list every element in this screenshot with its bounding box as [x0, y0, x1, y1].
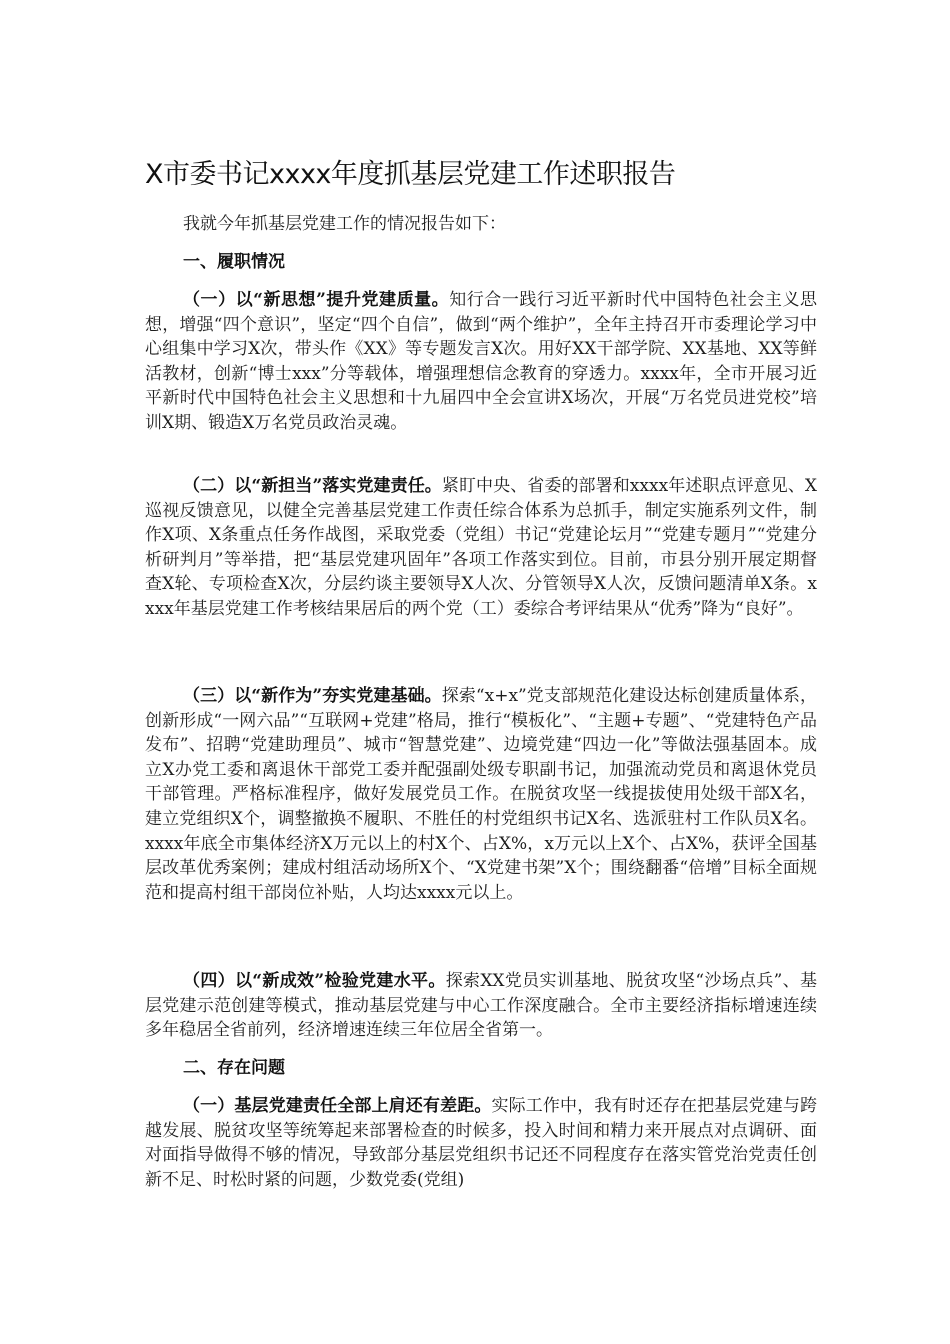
section-heading-duties: 一、履职情况 — [183, 252, 285, 272]
paragraph-lead: （四）以“新成效”检验党建水平。 — [183, 971, 446, 991]
paragraph-lead: （二）以“新担当”落实党建责任。 — [183, 476, 442, 496]
paragraph-body: 探索“x+x”党支部规范化建设达标创建质量体系，创新形成“一网六品”“互联网+党建”格局，推行“模板化”、“主题+专题”、“党建特色产品发布”、招聘“党建助理员”、城市“智慧党建”、边境党建“四边一化”等做法强基固本。成立X办党工委和离退休干部党工委并配强副处级专职副书记，加强流动党员和离退休党员干部管理。严格标准程序，做好发展党员工作。在脱贫攻坚一线提拔使用处级干部X名，建立党组织X个，调整撤换不履职、不胜任的村党组织书记X名、选派驻村工作队员X名。xxxx年底全市集体经济X万元以上的村X个、占X%，x万元以上X个、占X%，获评全国基层改革优秀案例；建成村组活动场所X个、“X党建书架”X个；围绕翻番“倍增”目标全面规范和提高村组干部岗位补贴，人均达xxxx元以上。 — [145, 686, 817, 903]
intro-paragraph: 我就今年抓基层党建工作的情况报告如下： — [183, 214, 506, 234]
paragraph-lead: （一）基层党建责任全部上肩还有差距。 — [183, 1096, 492, 1116]
paragraph-body: 紧盯中央、省委的部署和xxxx年述职点评意见、X巡视反馈意见，以健全完善基层党建工作责任综合体系为总抓手，制定实施系列文件，制作X项、X条重点任务作战图，采取党委（党组）书记“党建论坛月”“党建专题月”“党建分析研判月”等举措，把“基层党建巩固年”各项工作落实到位。目前，市县分别开展定期督查X轮、专项检查X次，分层约谈主要领导X人次、分管领导X人次，反馈问题清单X条。xxxx年基层党建工作考核结果居后的两个党（工）委综合考评结果从“优秀”降为“良好”。 — [145, 476, 818, 619]
paragraph-item-1 — [145, 288, 817, 436]
document-title: X市委书记xxxx年度抓基层党建工作述职报告 — [145, 159, 676, 190]
paragraph-body: 实际工作中，我有时还存在把基层党建与跨越发展、脱贫攻坚等统筹起来部署检查的时候多，投入时间和精力来开展点对点调研、面对面指导做得不够的情况，导致部分基层党组织书记还不同程度存在落实管党治党责任创新不足、时松时紧的问题，少数党委(党组) — [145, 1096, 817, 1190]
paragraph-lead: （三）以“新作为”夯实党建基础。 — [183, 686, 442, 706]
paragraph-body: 探索XX党员实训基地、脱贫攻坚“沙场点兵”、基层党建示范创建等模式，推动基层党建与中心工作深度融合。全市主要经济指标增速连续多年稳居全省前列，经济增速连续三年位居全省第一。 — [145, 971, 817, 1041]
paragraph-item-2 — [145, 474, 817, 622]
paragraph-item-4 — [145, 969, 817, 1043]
paragraph-body: 知行合一践行习近平新时代中国特色社会主义思想，增强“四个意识”，坚定“四个自信”，做到“两个维护”，全年主持召开市委理论学习中心组集中学习X次，带头作《XX》等专题发言X次。用好XX干部学院、XX基地、XX等鲜活教材，创新“博士xxx”分等载体，增强理想信念教育的穿透力。xxxx年，全市开展习近平新时代中国特色社会主义思想和十九届四中全会宣讲X场次，开展“万名党员进党校”培训X期、锻造X万名党员政治灵魂。 — [145, 290, 818, 433]
paragraph-item-3 — [145, 684, 817, 905]
section-heading-problems: 二、存在问题 — [183, 1058, 285, 1078]
paragraph-lead: （一）以“新思想”提升党建质量。 — [183, 290, 450, 310]
paragraph-problem-1 — [145, 1094, 817, 1192]
